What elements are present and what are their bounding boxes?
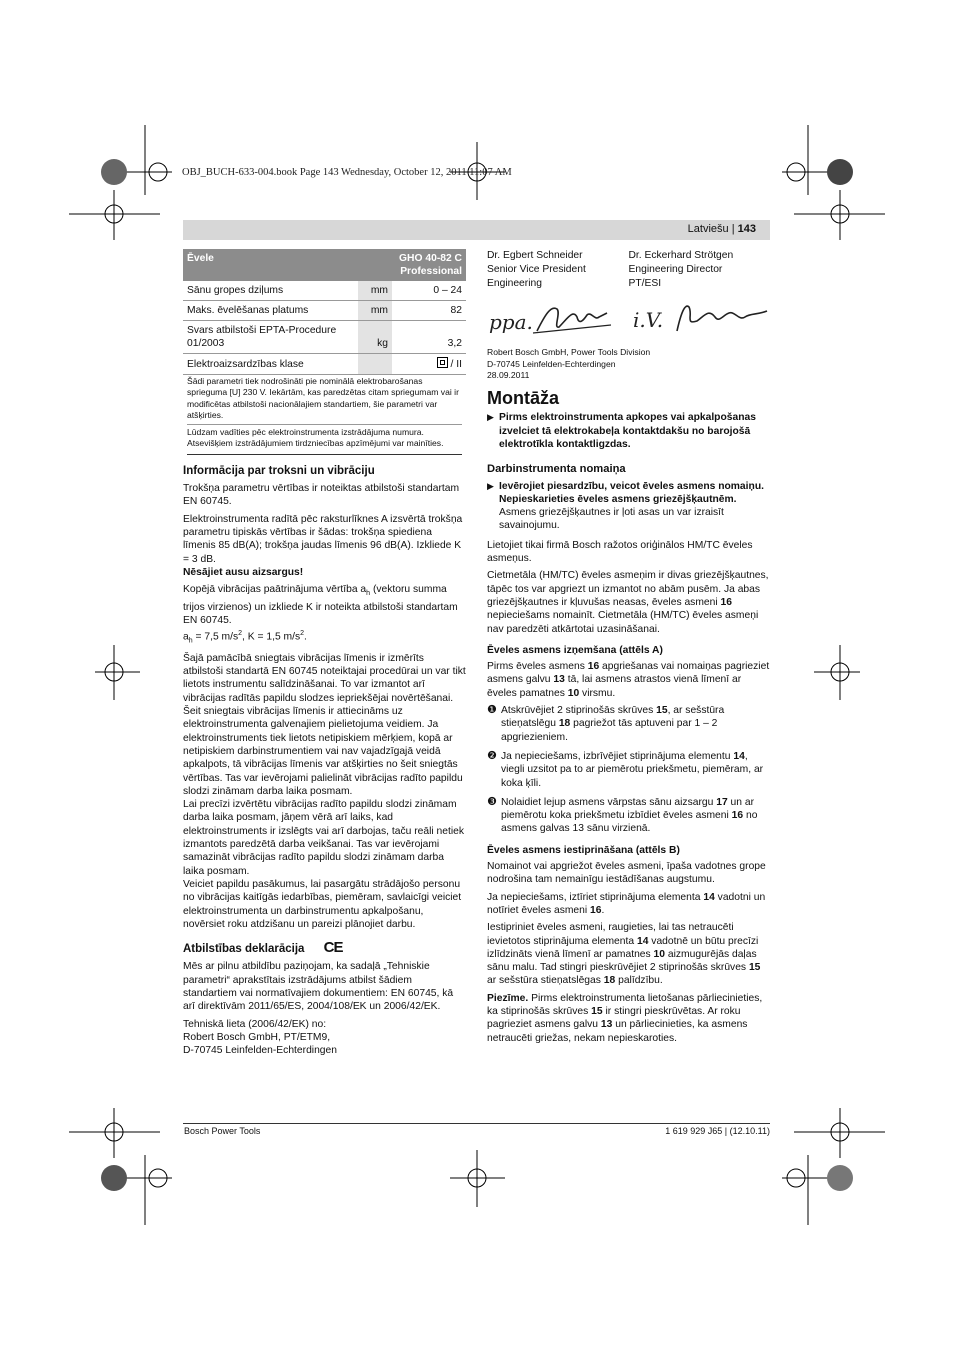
spec-note-1: Šādi parametri tiek nodrošināti pie nominālā elektrobarošanas sprieguma [U] 230 V. Iekārtām, kas paredzētas citam spriegumam vai ir modificētas atbilstoši nacionālajiem standartiem, šie parametri var atšķirties. bbox=[187, 376, 462, 425]
signatories: Dr. Egbert Schneider Senior Vice President Engineering Dr. Eckerhard Strötgen Engineering Director PT/ESI bbox=[487, 250, 734, 289]
company-address: Robert Bosch GmbH, Power Tools Division D-70745 Leinfelden-Echterdingen 28.09.2011 bbox=[487, 347, 651, 381]
spec-col-name: Ēvele bbox=[183, 249, 392, 281]
list-item: ❸ Nolaidiet lejup asmens vārpstas sānu aizsargu 17 un ar piemērotu koka priekšmetu izbīdiet ēveles asmeni 16 no asmens galvas 13 sānu virzienā. bbox=[487, 795, 758, 835]
subheading-blade-removal: Ēveles asmens izņemšana (attēls A) bbox=[487, 644, 663, 656]
list-item: ❷ Ja nepieciešams, izbrīvējiet stiprinājuma elementu 14, viegli uzsitot pa to ar piemērotu priekšmetu, piemēram, ar koka ķīli. bbox=[487, 749, 764, 789]
montaza-heading: Montāža bbox=[487, 388, 559, 409]
footer-brand: Bosch Power Tools bbox=[184, 1126, 261, 1136]
spec-col-model: GHO 40-82 C Professional bbox=[392, 249, 466, 281]
table-row: Elektroaizsardzības klase / II bbox=[183, 354, 466, 375]
spec-note-2: Lūdzam vadīties pēc elektroinstrumenta izstrādājuma numura. Atsevišķiem izstrādājumiem tirdzniecības apzīmējumi var mainīties. bbox=[187, 427, 462, 455]
bullet-triangle-icon: ▶ bbox=[487, 412, 494, 423]
protection-class-icon bbox=[437, 357, 448, 368]
spec-table bbox=[183, 249, 466, 375]
ce-mark-icon: CE bbox=[323, 939, 343, 957]
step-number-icon: ❶ bbox=[487, 704, 497, 717]
step-number-icon: ❷ bbox=[487, 749, 497, 762]
handwritten-signatures bbox=[487, 295, 777, 341]
right-column: Dr. Egbert Schneider Senior Vice President Engineering Dr. Eckerhard Strötgen Engineering Director PT/ESI ppa. i.V. Robert Bosch GmbH, Power Tools Division D-70745 Leinfelden-Echterdingen 28.09.2011 Montāža ▶ Pirms elektroinstrumenta apkopes vai apkalpošanas izvelciet tā elektrokabeļa kontaktdakšu no barojošā elektrotīkla kontaktligzdas. Darbinstrumenta nomaiņa ▶ Ievērojiet piesardzību, veicot ēveles asmens nomaiņu. Nepieskarieties ēveles asmens griezējšķautnēm. Asmens griezējšķautnes ir ļoti asas un var izraisīt savainojumu. Lietojiet tikai firmā Bosch ražotos oriģinālos HM/TC ēveles asmeņus. Cietmetāla (HM/TC) ēveles asmeņim ir divas griezējšķautnes, tāpēc tos var apgriezt un izmantot no abām pusēm. Ja abas griezējšķautnes ir kļuvušas neasas, ēveles asmeni 16 nepieciešams nomainīt. Cietmetāla (HM/TC) ēveles asmeņi nav paredzēti atkārtotai uzasināšanai. Ēveles asmens izņemšana (attēls A) Pirms ēveles asmens 16 apgriešanas vai nomaiņas pagrieziet asmens galvu 13 tā, lai asmens atrastos vienā līmenī ar ēveles pamatnes 10 virsmu. ❶ Atskrūvējiet 2 stiprinošās skrūves 15, ar sešstūra stieņatslēgu 18 pagriežot tās aptuveni par 1 – 2 apgriezieniem. ❷ Ja nepieciešams, izbrīvējiet stiprinājuma elementu 14, viegli uzsitot pa to ar piemērotu priekšmetu, piemēram, ar koka ķīli. ❸ Nolaidiet lejup asmens vārpstas sānu aizsargu 17 un ar piemērotu koka priekšmetu izbīdiet ēveles asmeni 16 no asmens galvas 13 sānu virzienā. Ēveles asmens iestiprināšana (attēls B) Nomainot vai apgriežot ēveles asmeni, īpaša vadotnes grope nodrošina tam nemainīgu iestādīšanas augstumu. Ja nepieciešams, iztīriet stiprinājuma elementa 14 vadotni un notīriet ēveles asmeni 16. Iestipriniet ēveles asmeni, raugieties, lai tas netraucēti ievietotos stiprinājuma elementa 14 vadotnē un būtu precīzi izlīdzināts vienā līmenī ar pamatnes 10 aizmugurējās daļas sānu malu. Tad stingri pieskrūvējiet 2 stiprinošās skrūves 15 ar sešstūra stieņatslēgas 18 palīdzību. Piezīme. Pirms elektroinstrumenta lietošanas pārliecinieties, ka stiprinošās skrūves 15 ir stingri pieskrūvētas. Ar roku pagrieziet asmens galvu 13 un pārliecinieties, ka asmens netraucēti griežas, nekam nepieskaroties. bbox=[487, 249, 770, 1049]
table-row: Svars atbilstoši EPTA-Procedure 01/2003 kg 3,2 bbox=[183, 321, 466, 354]
svg-text:i.V.: i.V. bbox=[633, 308, 664, 332]
step-number-icon: ❸ bbox=[487, 795, 497, 808]
bullet-triangle-icon: ▶ bbox=[487, 480, 494, 491]
page-number: 143 bbox=[737, 223, 756, 235]
spec-notes bbox=[183, 375, 466, 455]
table-row: Sānu gropes dziļums mm 0 – 24 bbox=[183, 281, 466, 301]
svg-text:ppa.: ppa. bbox=[489, 310, 533, 334]
conformity-heading: Atbilstības deklarācija CE bbox=[183, 939, 343, 957]
warning-unplug: ▶ Pirms elektroinstrumenta apkopes vai apkalpošanas izvelciet tā elektrokabeļa kontaktdakšu no barojošā elektrotīkla kontaktligzdas. bbox=[487, 412, 756, 450]
page-header bbox=[183, 220, 770, 240]
header-language: Latviešu bbox=[687, 223, 729, 235]
subheading-tool-change: Darbinstrumenta nomaiņa bbox=[487, 463, 626, 476]
table-row: Maks. ēvelēšanas platums mm 82 bbox=[183, 301, 466, 321]
footer-divider bbox=[183, 1123, 770, 1124]
subheading-blade-insertion: Ēveles asmens iestiprināšana (attēls B) bbox=[487, 844, 680, 856]
list-item: ❶ Atskrūvējiet 2 stiprinošās skrūves 15, ar sešstūra stieņatslēgu 18 pagriežot tās aptuveni par 1 – 2 apgriezieniem. bbox=[487, 704, 725, 743]
print-info: OBJ_BUCH-633-004.book Page 143 Wednesday, October 12, 2011 11:07 AM bbox=[182, 167, 512, 178]
signature-images bbox=[487, 295, 770, 341]
left-column: Ēvele GHO 40-82 C Professional Sānu gropes dziļums mm 0 – 24 Maks. ēvelēšanas platums mm 82 Svars atbilstoši EPTA-Procedure 01/2003 kg 3,2 Elektroaizsardzības klase / II Šādi parametri tiek nodrošināti pie nominālā elektrobarošanas sprieguma [U] 230 V. Iekārtām, kas paredzētas citam spriegumam vai ir modificētas atbilstoši nacionālajiem standartiem, šie parametri var atšķirties. Lūdzam vadīties pēc elektroinstrumenta izstrādājuma numura. Atsevišķiem izstrādājumiem tirdzniecības apzīmējumi var mainīties. Informācija par troksni un vibrāciju Trokšņa parametru vērtības ir noteiktas atbilstoši standartam EN 60745. Elektroinstrumenta radītā pēc raksturlīknes A izsvērtā trokšņa parametru tipiskās vērtības ir šādas: trokšņa spiediena līmenis 85 dB(A); trokšņa jaudas līmenis 96 dB(A). Izkliede K = 3 dB. Nēsājiet ausu aizsargus! Kopējā vibrācijas paātrinājuma vērtība $a_h$ (vektoru summa trijos virzienos) un izkliede K ir noteikta atbilstoši standartam EN 60745. $a_h = 7,5$ $m/s^2$, K = 1,5 $m/s^2$. Šajā pamācībā sniegtais vibrācijas līmenis ir izmērīts atbilstoši standartā EN 60745 noteiktajai procedūrai un var tikt lietots instrumentu salīdzināšanai. To var izmantot arī vibrācijas radītās papildu slodzes iepriekšējai novērtēšanai. Šeit sniegtais vibrācijas līmenis ir attiecināms uz elektroinstrumenta galvenajiem pielietojuma veidiem. Ja elektroinstruments tiek lietots netipiskiem mērķiem, kopā ar netipiskiem darbinstrumentiem vai nav vajadzīgajā veidā apkalpots, tā vibrācijas līmenis var atšķirties no šeit sniegtās vērtības. Tas var ievērojami palielināt vibrācijas radīto papildu slodzi zināmam darba laika posmam. Lai precīzi izvērtētu vibrācijas radīto papildu slodzi zināmam darba laika posmam, jāņem vērā arī laiks, kad elektroinstruments ir izslēgts vai arī darbojas, taču reāli netiek izmantots paredzētā darba veikšanai. Tas var ievērojami samazināt vibrācijas radīto papildu slodzi zināmam darba laika posmam. Veiciet papildu pasākumus, lai pasargātu strādājošo personu no vibrācijas kaitīgās iedarbības, piemēram, savlaicīgi veiciet elektroinstrumenta un darbinstrumentu apkalpošanu, novērsiet roku atdzišanu un pareizi plānojiet darbu. Atbilstības deklarācija CE Mēs ar pilnu atbildību paziņojam, ka sadaļā „Tehniskie parametri“ aprakstītais izstrādājums atbilst šādiem standartiem vai normatīvajiem dokumentiem: EN 60745, kā arī direktīvām 2011/65/ES, 2004/108/EK un 2006/42/EK. Tehniskā lieta (2006/42/EK) no: Robert Bosch GmbH, PT/ETM9, D-70745 Leinfelden-Echterdingen bbox=[183, 249, 466, 1061]
noise-heading: Informācija par troksni un vibrāciju bbox=[183, 464, 375, 477]
header-separator: | bbox=[731, 223, 735, 235]
warning-blade: ▶ Ievērojiet piesardzību, veicot ēveles asmens nomaiņu. Nepieskarieties ēveles asmens griezējšķautnēm. Asmens griezējšķautnes ir ļoti asas un var izraisīt savainojumu. bbox=[487, 480, 764, 532]
footer-code: 1 619 929 J65 | (12.10.11) bbox=[665, 1126, 770, 1136]
